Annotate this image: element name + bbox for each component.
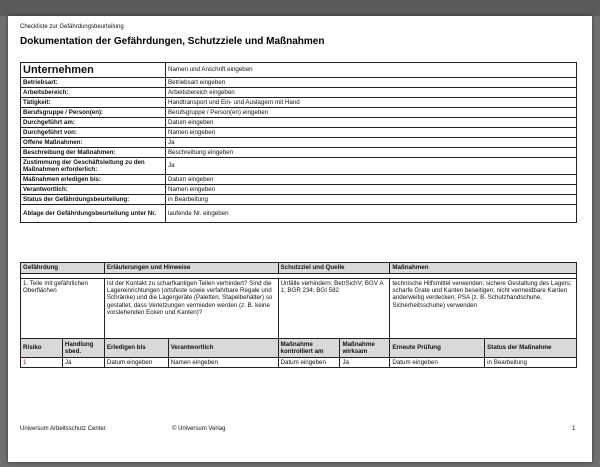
info-label: Durchgeführt am: bbox=[21, 118, 166, 128]
info-value-field[interactable]: Namen eingeben bbox=[166, 128, 577, 138]
info-row bbox=[21, 78, 577, 88]
info-row bbox=[21, 88, 577, 98]
footer-company: Universum Arbeitsschutz Center bbox=[20, 426, 106, 432]
footer-page-number: 1 bbox=[572, 426, 576, 432]
column-header: Handlung sbed. bbox=[62, 339, 104, 358]
document-title: Dokumentation der Gefährdungen, Schutzziele und Maßnahmen bbox=[20, 36, 325, 47]
due-date-field[interactable]: Datum eingeben bbox=[104, 358, 168, 368]
info-label: Zustimmung der Geschäftsleitung zu den Maßnahmen erforderlich: bbox=[21, 158, 166, 175]
info-label: Durchgeführt von: bbox=[21, 128, 166, 138]
hazard-table bbox=[20, 262, 577, 368]
column-header: Erledigen bis bbox=[104, 339, 168, 358]
info-value-field[interactable]: Ja bbox=[166, 158, 577, 175]
info-label: Betriebsart: bbox=[21, 78, 166, 88]
info-value-field[interactable]: Beschreibung eingeben bbox=[166, 148, 577, 158]
info-label: Maßnahmen erledigen bis: bbox=[21, 175, 166, 185]
company-heading-row bbox=[21, 63, 577, 78]
info-row bbox=[21, 118, 577, 128]
info-label: Berufsgruppe / Person(en): bbox=[21, 108, 166, 118]
info-label: Offene Maßnahmen: bbox=[21, 138, 166, 148]
responsible-field[interactable]: Namen eingeben bbox=[168, 358, 278, 368]
info-label: Tätigkeit: bbox=[21, 98, 166, 108]
info-value-field[interactable]: Berufsgruppe / Person(en) eingeben bbox=[166, 108, 577, 118]
hazard-notes: Ist der Kontakt zu scharfkantigen Teilen verhindert? Sind die Lagereinrichtungen (ortsfeste sowie verfahrbare Regale und Schränke) und die Lagergeräte (Paletten, Stapelbehälter) so gestaltet, dass Verletzungen vermieden werden (z. B. keine vorstehenden Ecken und Kanten)? bbox=[104, 279, 278, 339]
measure-data-row bbox=[21, 358, 577, 368]
column-header: Maßnahme kontrolliert am bbox=[278, 339, 340, 358]
column-header: Verantwortlich bbox=[168, 339, 278, 358]
company-name-field[interactable]: Namen und Anschrift eingeben bbox=[166, 63, 577, 78]
checked-date-field[interactable]: Datum eingeben bbox=[278, 358, 340, 368]
action-needed-field[interactable]: Ja bbox=[62, 358, 104, 368]
company-info-table bbox=[20, 62, 577, 223]
document-small-header: Checkliste zur Gefährdungsbeurteilung bbox=[20, 24, 124, 30]
info-value-field[interactable]: Handtransport und Ein- und Auslagern mit Hand bbox=[166, 98, 577, 108]
effective-field[interactable]: Ja bbox=[340, 358, 390, 368]
info-value-field[interactable]: Datum eingeben bbox=[166, 175, 577, 185]
info-label: Status der Gefährdungsbeurteilung: bbox=[21, 195, 166, 205]
footer-copyright: © Universum Verlag bbox=[172, 426, 226, 432]
info-row bbox=[21, 205, 577, 223]
info-row bbox=[21, 108, 577, 118]
column-header: Risiko bbox=[21, 339, 63, 358]
info-label: Arbeitsbereich: bbox=[21, 88, 166, 98]
recheck-date-field[interactable]: Datum eingeben bbox=[390, 358, 485, 368]
info-value-field[interactable]: Ja bbox=[166, 138, 577, 148]
hazard-description: 1. Teile mit gefährlichen Oberflächen bbox=[21, 279, 105, 339]
column-header: Gefährdung bbox=[21, 263, 105, 274]
info-value-field[interactable]: Datum eingeben bbox=[166, 118, 577, 128]
column-header: Erneute Prüfung bbox=[390, 339, 485, 358]
info-row bbox=[21, 158, 577, 175]
measure-status-field[interactable]: in Bearbeitung bbox=[485, 358, 577, 368]
risk-value-field[interactable]: 1 bbox=[21, 358, 63, 368]
info-label: Beschreibung der Maßnahmen: bbox=[21, 148, 166, 158]
measure-header-row bbox=[21, 339, 577, 358]
viewer-toolbar bbox=[0, 0, 600, 16]
column-header: Status der Maßnahme bbox=[485, 339, 577, 358]
info-value-field[interactable]: Arbeitsbereich eingeben bbox=[166, 88, 577, 98]
hazard-measures: technische Hilfsmittel verwenden; sichere Gestaltung des Lagers; scharfe Grate und Kanten beseitigen; nicht vermeidbare Kanten anderweitig verdecken; PSA (z. B. Schutzhandschuhe, Sicherheitsschuhe) verwenden bbox=[390, 279, 577, 339]
info-row bbox=[21, 98, 577, 108]
info-row bbox=[21, 185, 577, 195]
info-label: Verantwortlich: bbox=[21, 185, 166, 195]
column-header: Maßnahmen bbox=[390, 263, 577, 274]
info-row bbox=[21, 148, 577, 158]
company-heading: Unternehmen bbox=[21, 63, 166, 78]
info-row bbox=[21, 128, 577, 138]
info-label: Ablage der Gefährdungsbeurteilung unter Nr. bbox=[21, 205, 166, 223]
column-header: Maßnahme wirksam bbox=[340, 339, 390, 358]
info-value-field[interactable]: in Bearbeitung bbox=[166, 195, 577, 205]
column-header: Schutzziel und Quelle bbox=[278, 263, 390, 274]
info-row bbox=[21, 175, 577, 185]
hazard-header-row bbox=[21, 263, 577, 274]
info-value-field[interactable]: laufende Nr. eingeben bbox=[166, 205, 577, 223]
info-value-field[interactable]: Betriebsart eingeben bbox=[166, 78, 577, 88]
column-header: Erläuterungen und Hinweise bbox=[104, 263, 278, 274]
hazard-item-row bbox=[21, 279, 577, 339]
hazard-goal-source: Unfälle verhindern; BetrSichV; BGV A 1; BGR 234; BGI 582 bbox=[278, 279, 390, 339]
info-value-field[interactable]: Namen eingeben bbox=[166, 185, 577, 195]
info-row bbox=[21, 138, 577, 148]
info-row bbox=[21, 195, 577, 205]
